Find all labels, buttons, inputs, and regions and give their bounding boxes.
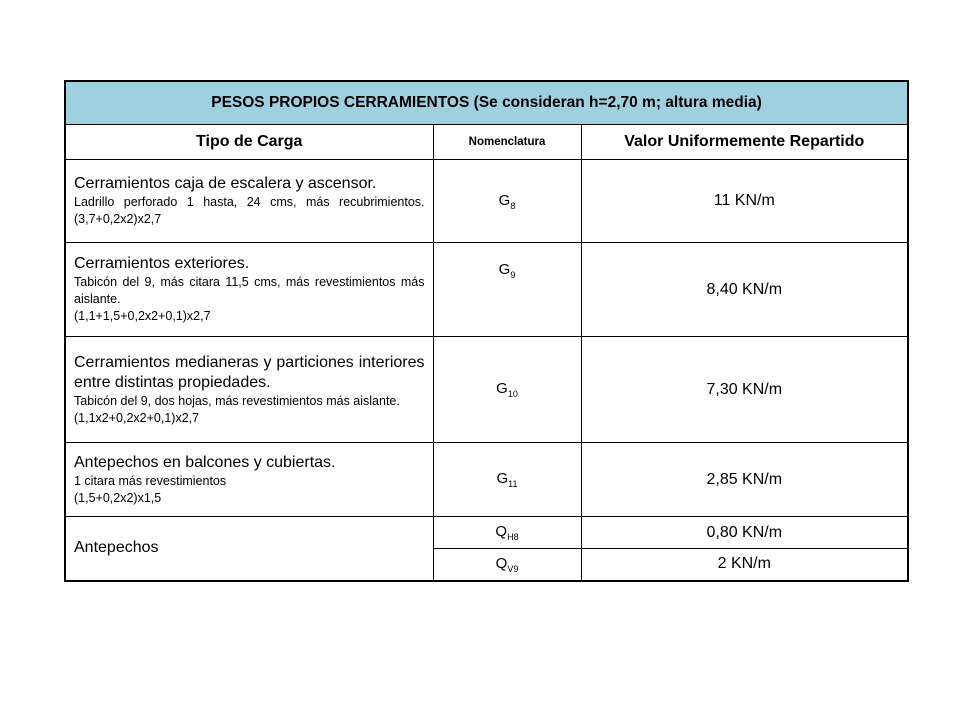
nom-subscript: 8	[510, 200, 516, 211]
header-row	[65, 125, 908, 160]
row-sub-text: Tabicón del 9, más citara 11,5 cms, más revestimientos más aislante.	[74, 275, 425, 306]
row-formula: (1,1+1,5+0,2x2+0,1)x2,7	[74, 309, 211, 323]
nom-subscript: H8	[507, 532, 519, 542]
row-sub-text: 1 citara más revestimientos	[74, 473, 227, 488]
row-nomenclature	[433, 443, 581, 517]
nom-subscript: 10	[507, 389, 518, 399]
antepechos-label: Antepechos	[65, 517, 433, 581]
header-value: Valor Uniformemente Repartido	[581, 125, 908, 160]
table-title: PESOS PROPIOS CERRAMIENTOS (Se consideran h=2,70 m; altura media)	[65, 81, 908, 125]
row-nomenclature	[433, 549, 581, 581]
row-value: 0,80 KN/m	[581, 517, 908, 549]
table-row	[65, 337, 908, 443]
row-value: 2,85 KN/m	[581, 443, 908, 517]
nom-letter: G	[498, 191, 511, 209]
header-nomenclature: Nomenclatura	[433, 125, 581, 160]
row-description	[65, 160, 433, 243]
header-type: Tipo de Carga	[65, 125, 433, 160]
row-main-text: Antepechos en balcones y cubiertas.	[74, 453, 336, 471]
nom-letter: G	[496, 380, 508, 397]
row-description	[65, 337, 433, 443]
row-nomenclature	[433, 243, 581, 337]
row-value: 11 KN/m	[581, 160, 908, 243]
nom-subscript: 11	[508, 479, 518, 489]
nom-letter: Q	[495, 554, 508, 572]
table-row	[65, 517, 908, 549]
row-value: 8,40 KN/m	[581, 243, 908, 337]
row-value: 7,30 KN/m	[581, 337, 908, 443]
nom-letter: G	[498, 261, 511, 278]
row-description	[65, 243, 433, 337]
nom-letter: G	[496, 470, 509, 487]
table-row	[65, 443, 908, 517]
row-sub-text: Tabicón del 9, dos hojas, más revestimientos más aislante.	[74, 393, 400, 408]
row-description	[65, 443, 433, 517]
row-formula: (1,5+0,2x2)x1,5	[74, 490, 162, 505]
row-nomenclature	[433, 517, 581, 549]
nom-subscript: 9	[510, 270, 516, 280]
row-main-text: Cerramientos exteriores.	[74, 255, 250, 272]
title-row	[65, 81, 908, 125]
row-value: 2 KN/m	[581, 549, 908, 581]
nom-subscript: V9	[507, 563, 519, 574]
row-main-text: Cerramientos medianeras y particiones interiores entre distintas propiedades.	[74, 353, 425, 391]
table-row	[65, 160, 908, 243]
row-nomenclature	[433, 160, 581, 243]
row-nomenclature	[433, 337, 581, 443]
row-formula: (1,1x2+0,2x2+0,1)x2,7	[74, 410, 200, 425]
row-sub-text: Ladrillo perforado 1 hasta, 24 cms, más recubrimientos. (3,7+0,2x2)x2,7	[74, 195, 425, 226]
row-main-text: Cerramientos caja de escalera y ascensor.	[74, 175, 377, 192]
table-row	[65, 243, 908, 337]
loads-table	[64, 80, 909, 582]
nom-letter: Q	[495, 523, 508, 540]
